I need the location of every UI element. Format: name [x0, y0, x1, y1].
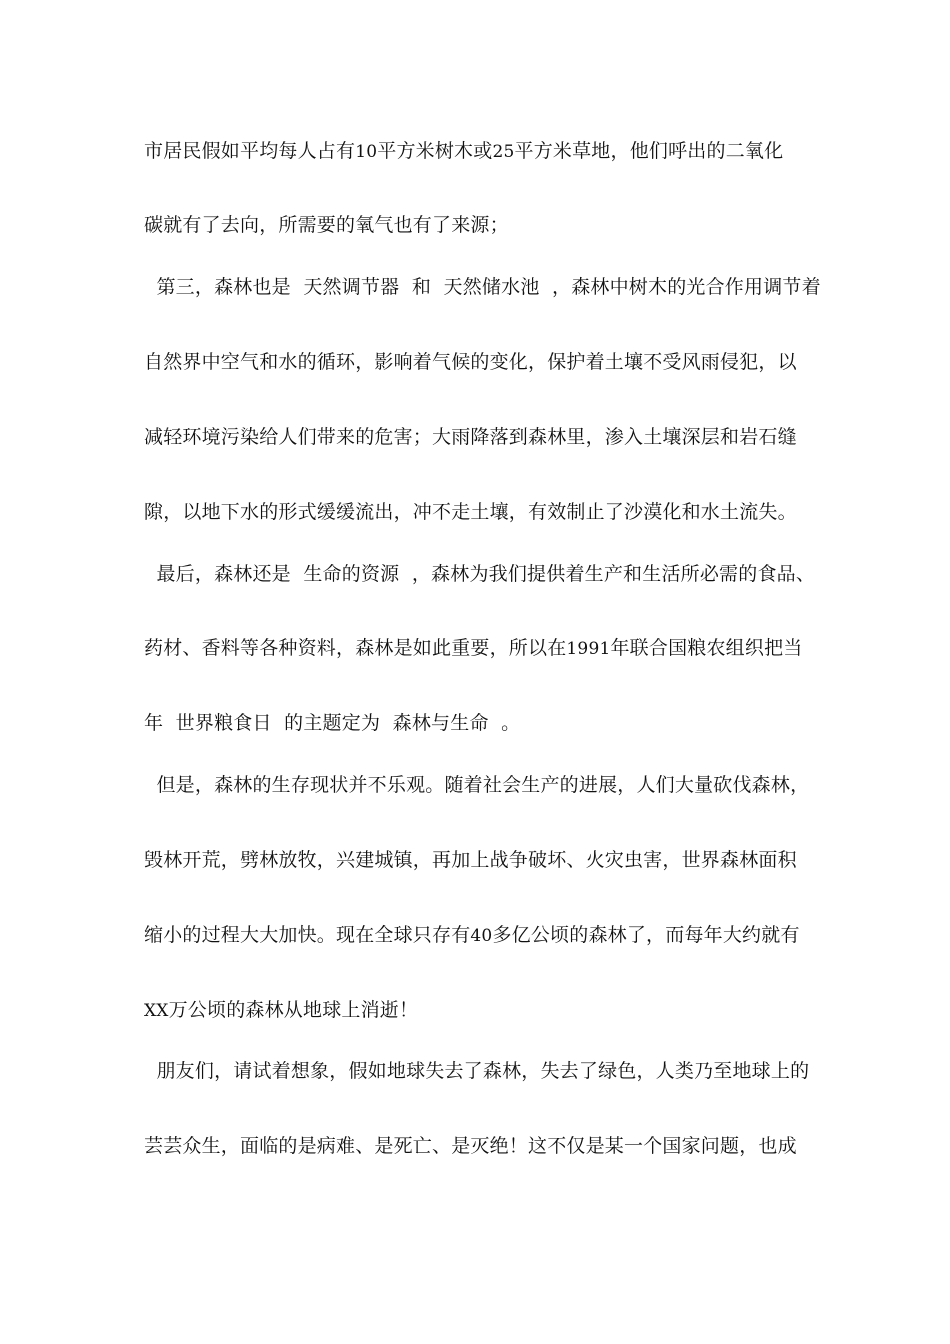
text-line: 市居民假如平均每人占有10平方米树木或25平方米草地，他们呼出的二氧化 [144, 140, 784, 162]
text-line: 碳就有了去向，所需要的氧气也有了来源； [144, 214, 509, 236]
text-line: 朋友们，请试着想象，假如地球失去了森林，失去了绿色，人类乃至地球上的 [144, 1060, 810, 1082]
text-line: 年 世界粮食日 的主题定为 森林与生命 。 [144, 712, 521, 734]
text-line: 第三，森林也是 天然调节器 和 天然储水池 ，森林中树木的光合作用调节着 [144, 276, 821, 298]
text-line: 毁林开荒，劈林放牧，兴建城镇，再加上战争破坏、火灾虫害，世界森林面积 [144, 849, 797, 871]
text-line: 最后，森林还是 生命的资源 ，森林为我们提供着生产和生活所必需的食品、 [144, 563, 816, 585]
text-line: 隙，以地下水的形式缓缓流出，冲不走土壤，有效制止了沙漠化和水土流失。 [144, 501, 797, 523]
text-line: 芸芸众生，面临的是病难、是死亡、是灭绝！这不仅是某一个国家问题，也成 [144, 1135, 797, 1157]
text-line: 缩小的过程大大加快。现在全球只存有40多亿公顷的森林了，而每年大约就有 [144, 924, 800, 946]
text-line: XX万公顷的森林从地球上消逝！ [144, 999, 419, 1021]
text-line: 自然界中空气和水的循环，影响着气候的变化，保护着土壤不受风雨侵犯，以 [144, 351, 797, 373]
text-line: 但是，森林的生存现状并不乐观。随着社会生产的进展，人们大量砍伐森林， [144, 774, 810, 796]
text-line: 药材、香料等各种资料，森林是如此重要，所以在1991年联合国粮农组织把当 [144, 637, 803, 659]
text-line: 减轻环境污染给人们带来的危害；大雨降落到森林里，渗入土壤深层和岩石缝 [144, 426, 797, 448]
